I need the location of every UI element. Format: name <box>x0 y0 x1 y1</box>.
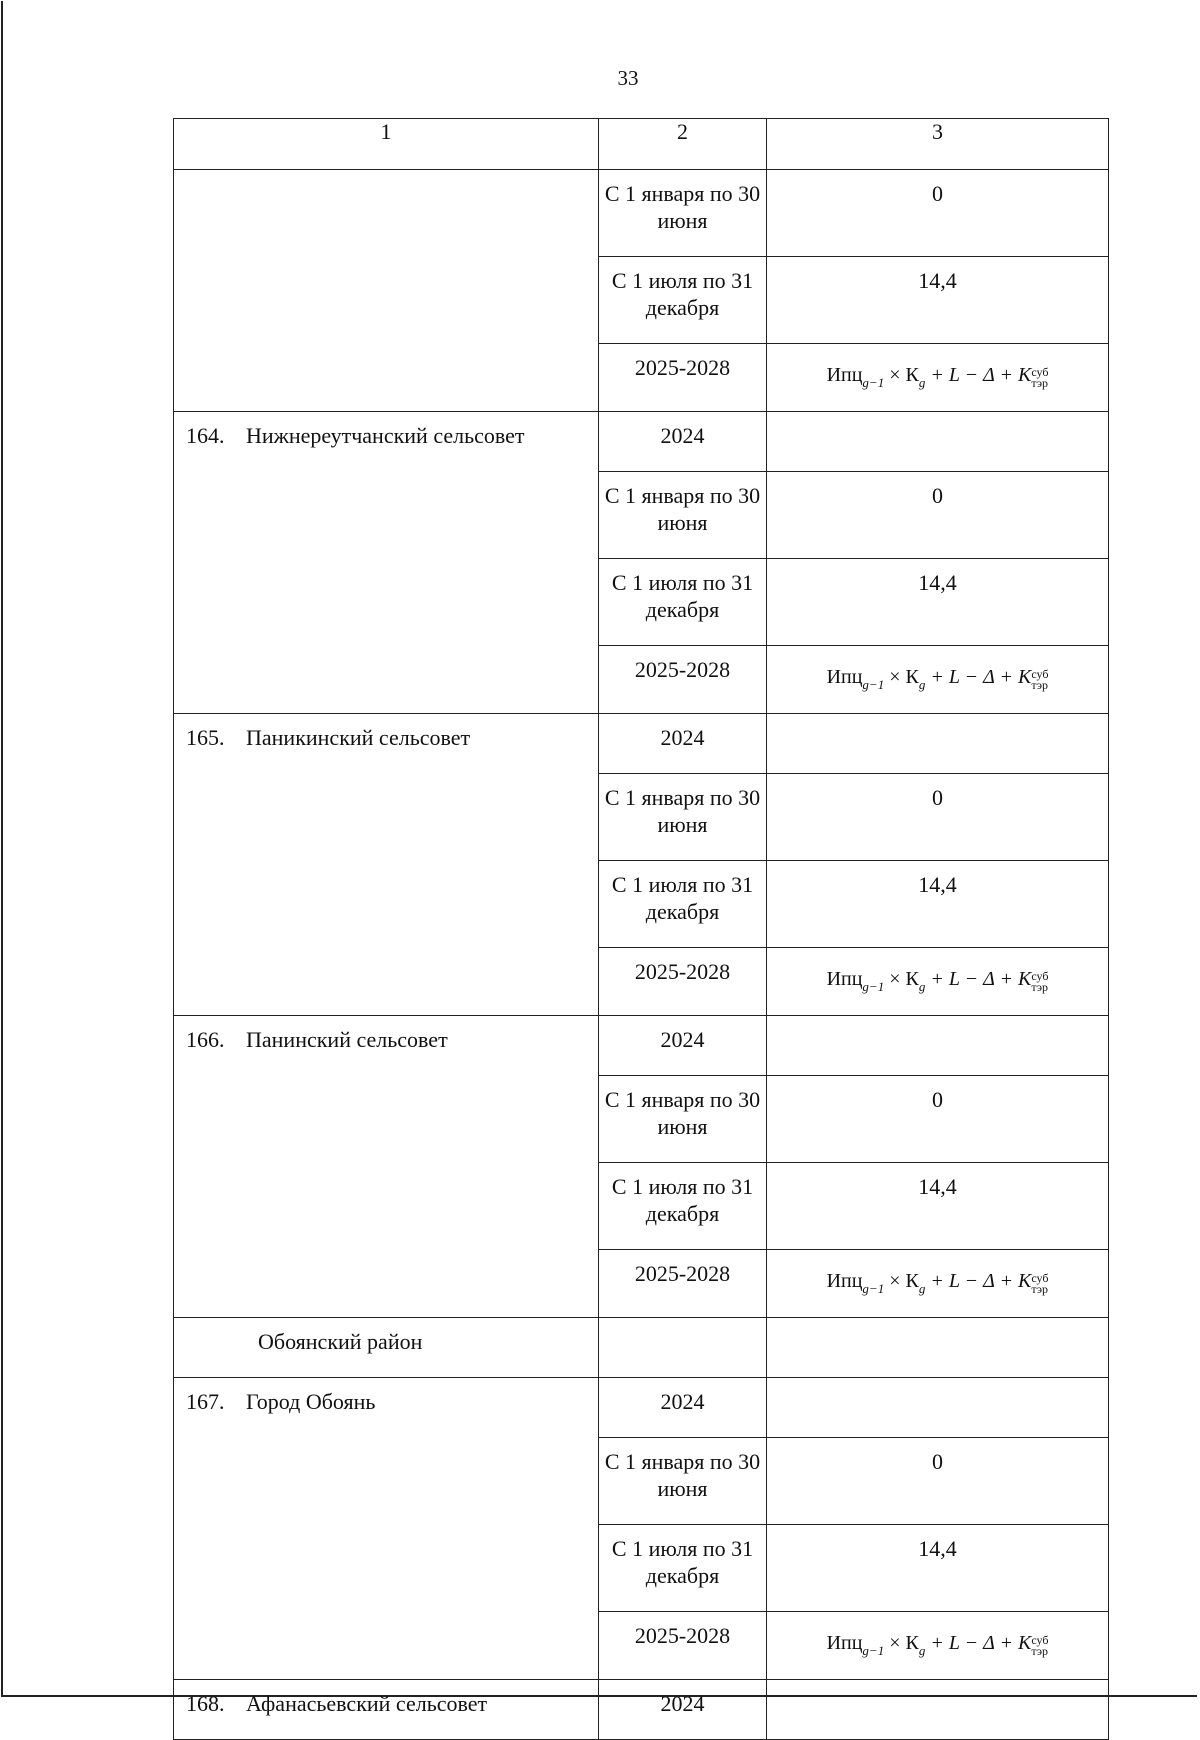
row-number: 167. <box>186 1389 225 1414</box>
formula-base-sub: g−1 <box>862 1643 885 1658</box>
formula-rest: + L − Δ + <box>930 968 1013 990</box>
formula-k: К <box>905 1270 919 1292</box>
row-number: 168. <box>186 1691 225 1716</box>
period-cell: С 1 января по 30 июня <box>599 170 767 257</box>
formula-cell <box>767 646 1109 714</box>
table-row <box>174 1378 1109 1438</box>
header-col-3: 3 <box>767 119 1109 170</box>
period-cell: С 1 июля по 31 декабря <box>599 861 767 948</box>
value-cell: 0 <box>767 170 1109 257</box>
settlement-name: Афанасьевский сельсовет <box>246 1691 488 1716</box>
formula-rest: + L − Δ + <box>930 666 1013 688</box>
table-row <box>174 714 1109 774</box>
formula-times: × <box>889 364 901 386</box>
page-number: 33 <box>617 66 639 90</box>
value-cell: 14,4 <box>767 559 1109 646</box>
value-cell-empty <box>767 412 1109 472</box>
formula-times: × <box>889 1632 901 1654</box>
formula-cell <box>767 1250 1109 1318</box>
formula-k: К <box>905 364 919 386</box>
table-row <box>174 1680 1109 1740</box>
formula-k: К <box>905 666 919 688</box>
formula-times: × <box>889 666 901 688</box>
period-cell: С 1 января по 30 июня <box>599 1438 767 1525</box>
formula-base: Ипц <box>826 1632 863 1654</box>
settlement-name: Город Обоянь <box>246 1389 376 1414</box>
formula-kter-sup: суб <box>1031 1633 1049 1647</box>
formula-k-sub: g <box>918 375 926 390</box>
formula-k-sub: g <box>918 1281 926 1296</box>
table-row <box>174 412 1109 472</box>
formula-kter-sub: тэр <box>1031 1644 1049 1658</box>
period-cell: 2025-2028 <box>599 344 767 412</box>
row-number: 165. <box>186 725 225 750</box>
period-cell: С 1 января по 30 июня <box>599 472 767 559</box>
row-number: 166. <box>186 1027 225 1052</box>
formula-kter-scripts <box>1031 1635 1048 1657</box>
value-cell-empty <box>767 1016 1109 1076</box>
year-cell: 2024 <box>599 1016 767 1076</box>
formula-kter-sup: суб <box>1031 969 1049 983</box>
formula-kter-scripts <box>1031 971 1048 993</box>
value-cell: 14,4 <box>767 861 1109 948</box>
formula-kter-sub: тэр <box>1031 376 1049 390</box>
formula-rest: + L − Δ + <box>930 364 1013 386</box>
settlement-cell <box>174 1378 599 1680</box>
settlement-name: Панинский сельсовет <box>246 1027 448 1052</box>
settlement-cell <box>174 412 599 714</box>
value-cell-empty <box>767 1378 1109 1438</box>
formula-kter-scripts <box>1031 1273 1048 1295</box>
row-number: 164. <box>186 423 225 448</box>
empty-cell <box>767 1318 1109 1378</box>
period-cell: 2025-2028 <box>599 1612 767 1680</box>
year-cell: 2024 <box>599 412 767 472</box>
formula-kter-sup: суб <box>1031 667 1049 681</box>
district-cell <box>174 1318 599 1378</box>
period-cell: С 1 июля по 31 декабря <box>599 559 767 646</box>
formula-cell <box>767 948 1109 1016</box>
tariff-table <box>173 118 1109 1740</box>
formula-base: Ипц <box>826 364 863 386</box>
formula-kter: K <box>1017 364 1032 386</box>
district-row <box>174 1318 1109 1378</box>
header-row <box>174 119 1109 170</box>
formula-kter-sub: тэр <box>1031 678 1049 692</box>
table-row <box>174 1016 1109 1076</box>
period-cell: 2025-2028 <box>599 646 767 714</box>
settlement-cell <box>174 1680 599 1740</box>
formula-times: × <box>889 968 901 990</box>
formula-k-sub: g <box>918 677 926 692</box>
value-cell: 0 <box>767 472 1109 559</box>
value-cell: 14,4 <box>767 1525 1109 1612</box>
period-cell: 2025-2028 <box>599 1250 767 1318</box>
formula-kter-sup: суб <box>1031 365 1049 379</box>
value-cell: 0 <box>767 1076 1109 1163</box>
period-cell: С 1 января по 30 июня <box>599 1076 767 1163</box>
formula-kter: K <box>1017 968 1032 990</box>
period-cell: С 1 июля по 31 декабря <box>599 1163 767 1250</box>
formula-k-sub: g <box>918 1643 926 1658</box>
formula-times: × <box>889 1270 901 1292</box>
formula-kter-sub: тэр <box>1031 980 1049 994</box>
period-cell: 2025-2028 <box>599 948 767 1016</box>
settlement-name: Нижнереутчанский сельсовет <box>246 423 525 448</box>
formula-k: К <box>905 968 919 990</box>
settlement-cell <box>174 1016 599 1318</box>
period-cell: С 1 июля по 31 декабря <box>599 1525 767 1612</box>
formula-base-sub: g−1 <box>862 375 885 390</box>
year-cell: 2024 <box>599 1680 767 1740</box>
header-col-2: 2 <box>599 119 767 170</box>
formula-kter-sup: суб <box>1031 1271 1049 1285</box>
formula-base-sub: g−1 <box>862 677 885 692</box>
formula-k-sub: g <box>918 979 926 994</box>
name-cell-empty <box>174 170 599 412</box>
period-cell: С 1 января по 30 июня <box>599 774 767 861</box>
formula-rest: + L − Δ + <box>930 1632 1013 1654</box>
formula-k: К <box>905 1632 919 1654</box>
formula-cell <box>767 344 1109 412</box>
formula-kter-scripts <box>1031 669 1048 691</box>
formula-base: Ипц <box>826 1270 863 1292</box>
formula-base: Ипц <box>826 666 863 688</box>
value-cell: 14,4 <box>767 1163 1109 1250</box>
value-cell: 14,4 <box>767 257 1109 344</box>
formula-kter: K <box>1017 1270 1032 1292</box>
formula-rest: + L − Δ + <box>930 1270 1013 1292</box>
formula-kter-sub: тэр <box>1031 1282 1049 1296</box>
value-cell-empty <box>767 714 1109 774</box>
formula-kter: K <box>1017 666 1032 688</box>
settlement-cell <box>174 714 599 1016</box>
year-cell: 2024 <box>599 1378 767 1438</box>
value-cell-empty <box>767 1680 1109 1740</box>
period-cell: С 1 июля по 31 декабря <box>599 257 767 344</box>
formula-cell <box>767 1612 1109 1680</box>
formula-kter-scripts <box>1031 367 1048 389</box>
empty-cell <box>599 1318 767 1378</box>
formula-kter: K <box>1017 1632 1032 1654</box>
value-cell: 0 <box>767 1438 1109 1525</box>
header-col-1: 1 <box>174 119 599 170</box>
formula-base-sub: g−1 <box>862 979 885 994</box>
year-cell: 2024 <box>599 714 767 774</box>
formula-base-sub: g−1 <box>862 1281 885 1296</box>
value-cell: 0 <box>767 774 1109 861</box>
settlement-name: Паникинский сельсовет <box>246 725 471 750</box>
formula-base: Ипц <box>826 968 863 990</box>
district-name: Обоянский район <box>258 1329 423 1354</box>
table-row <box>174 170 1109 257</box>
